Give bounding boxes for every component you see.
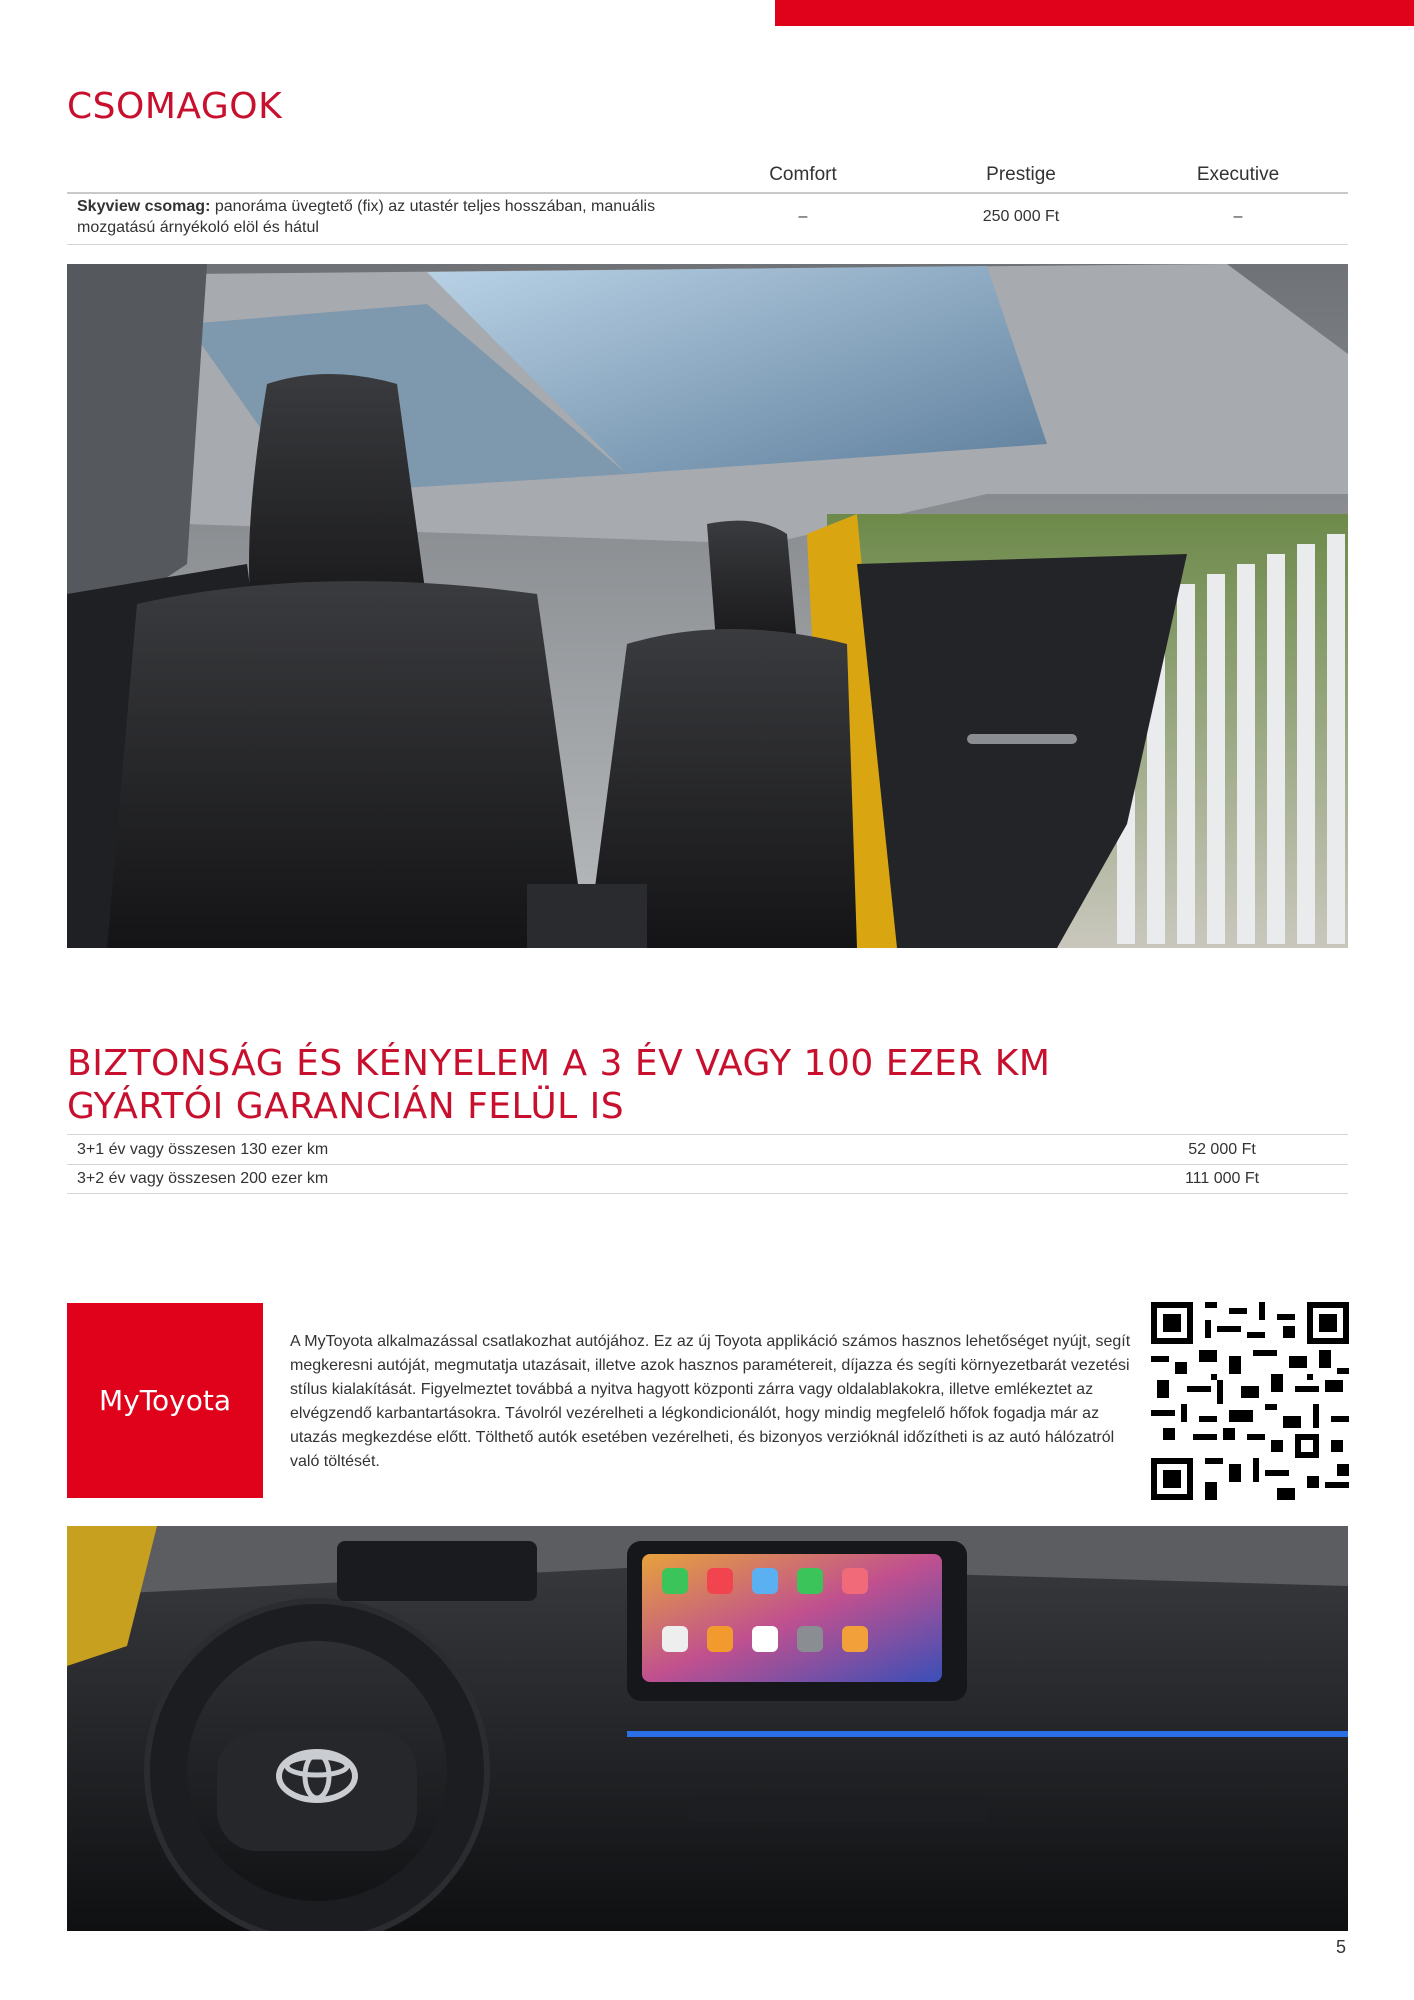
warranty-title	[67, 1042, 1067, 1128]
column-comfort: Comfort	[769, 164, 837, 185]
warranty-title-line1: BIZTONSÁG ÉS KÉNYELEM A 3 ÉV VAGY 100 EZER KM	[67, 1043, 1051, 1084]
column-prestige: Prestige	[986, 164, 1056, 185]
column-executive: Executive	[1196, 164, 1280, 185]
packages-table-header	[67, 162, 1348, 194]
package-description	[77, 196, 697, 238]
packages-title: CSOMAGOK	[67, 86, 283, 127]
warranty-option-price: 52 000 Ft	[1188, 1141, 1256, 1158]
table-row	[67, 1165, 1348, 1194]
qr-code-icon[interactable]	[1151, 1302, 1349, 1500]
executive-price: –	[1233, 208, 1243, 225]
warranty-table-top-rule	[67, 1134, 1348, 1135]
warranty-title-line2: GYÁRTÓI GARANCIÁN FELÜL IS	[67, 1086, 625, 1127]
package-details: panoráma üvegtető (fix) az utastér teljes hosszában, manuális mozgatású árnyékoló elöl és hátul	[77, 198, 656, 236]
warranty-option-price: 111 000 Ft	[1184, 1170, 1260, 1187]
mytoyota-logo	[67, 1303, 263, 1498]
package-name: Skyview csomag:	[77, 198, 211, 215]
warranty-option-label: 3+1 év vagy összesen 130 ezer km	[77, 1141, 329, 1158]
mytoyota-logo-text: MyToyota	[98, 1384, 232, 1417]
comfort-price: –	[798, 208, 808, 225]
mytoyota-description: A MyToyota alkalmazással csatlakozhat autójához. Ez az új Toyota applikáció számos hasznos lehetőséget nyújt, segít megkeresni autóját, megmutatja utazásait, illetve azok hasznos paramétereit, díjazza és segíti környezetbarát vezetési stílus kialakítását. Figyelmeztet továbbá a nyitva hagyott központi zárra vagy oldalablakokra, illetve emlékeztet az elvégzendő karbantartásokra. Távolról vezérelheti a légkondicionálót, hogy mindig megfelelő hőfok fogadja már az utazás megkezdése előtt. Tölthető autók esetében vezérelheti, és bizonyos verzióknál időzítheti is az autó hálózatról való töltését.	[290, 1333, 1131, 1470]
warranty-option-label: 3+2 év vagy összesen 200 ezer km	[77, 1170, 329, 1187]
table-row	[67, 1136, 1348, 1165]
page-number: 5	[1336, 1937, 1347, 1957]
prestige-price: 250 000 Ft	[982, 208, 1060, 225]
table-row	[67, 196, 1348, 245]
top-accent-bar	[775, 0, 1414, 26]
panoramic-roof-photo	[67, 264, 1348, 948]
dashboard-photo	[67, 1526, 1348, 1931]
